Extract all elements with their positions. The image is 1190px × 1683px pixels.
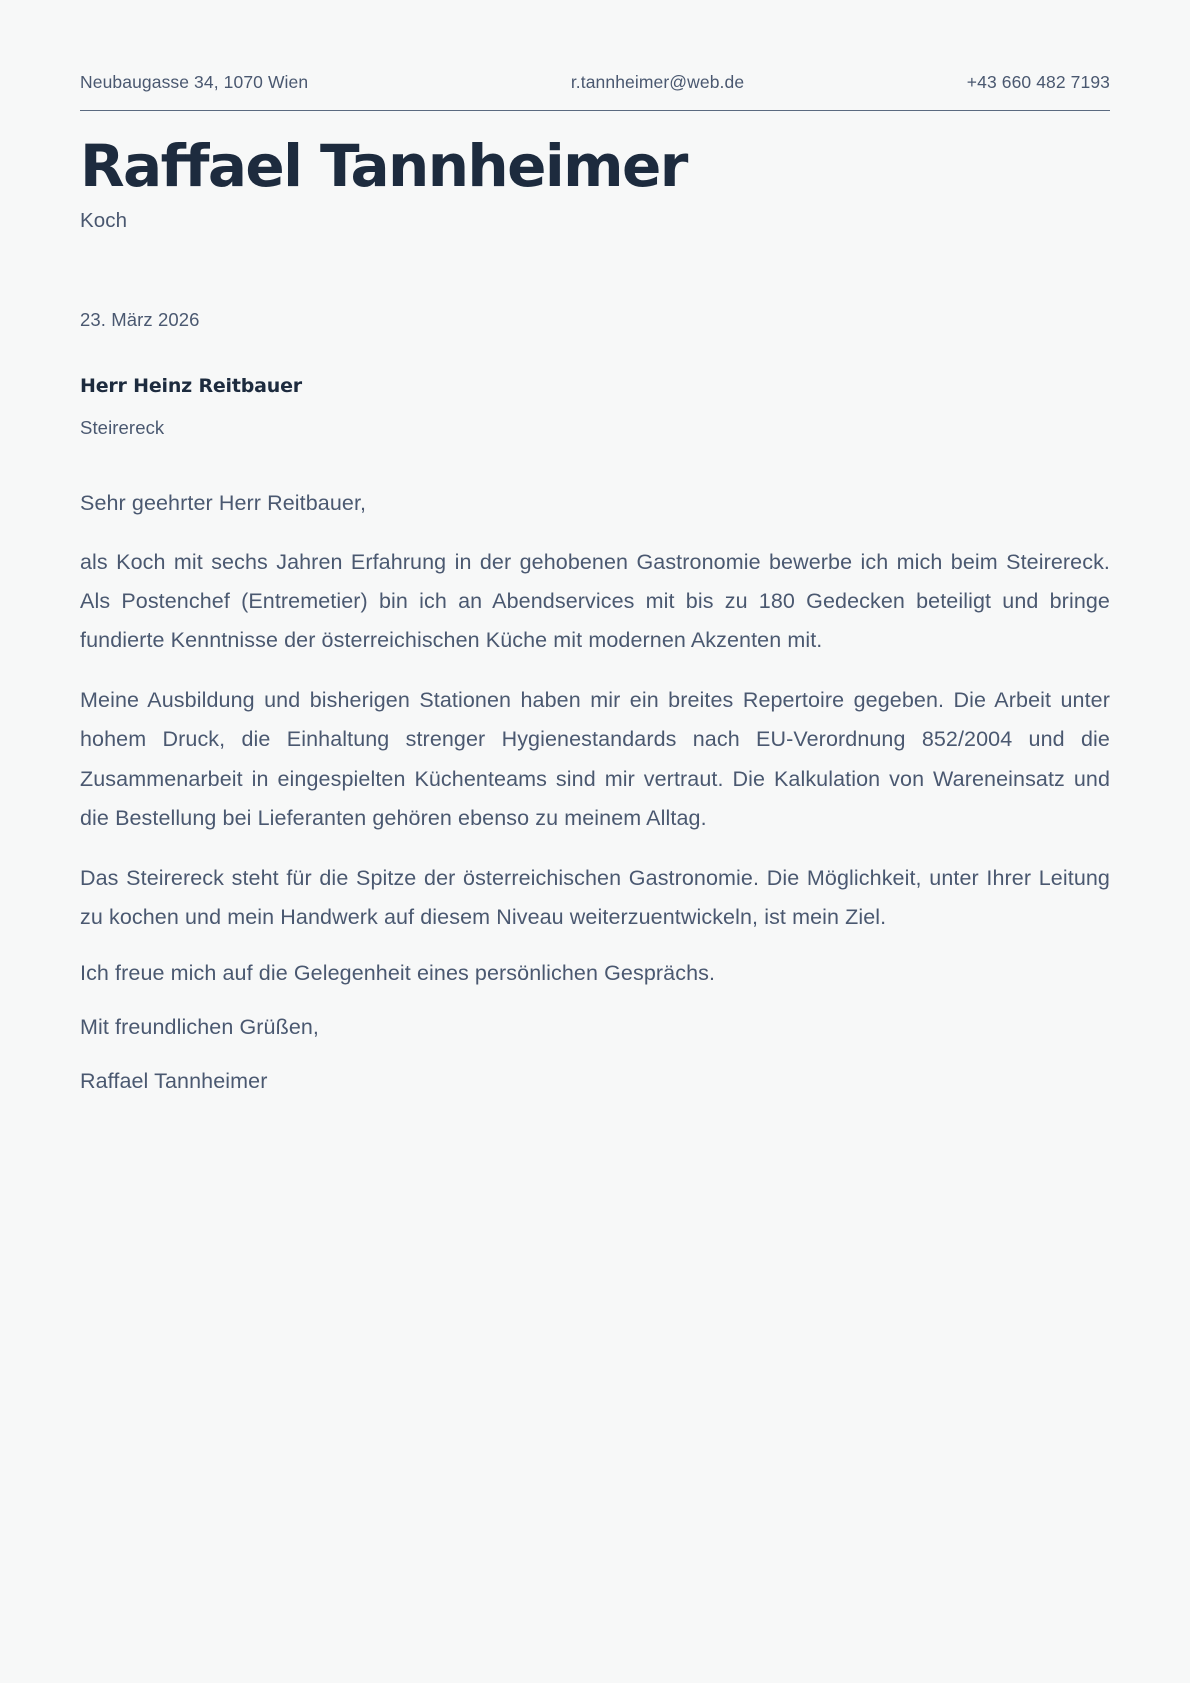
interview-request-line: Ich freue mich auf die Gelegenheit eines persönlichen Gesprächs. xyxy=(80,961,716,986)
signature-name: Raffael Tannheimer xyxy=(80,1069,268,1094)
contact-phone: +43 660 482 7193 xyxy=(966,72,1110,92)
applicant-job-title: Koch xyxy=(80,209,128,233)
contact-email: r.tannheimer@web.de xyxy=(570,72,745,92)
applicant-name: Raffael Tannheimer xyxy=(80,132,687,200)
recipient-company: Steirereck xyxy=(80,416,165,438)
identity-block xyxy=(80,132,1110,234)
contact-header xyxy=(80,0,1110,111)
contact-address: Neubaugasse 34, 1070 Wien xyxy=(80,72,309,92)
letter-meta-block xyxy=(80,308,1110,440)
salutation: Sehr geehrter Herr Reitbauer, xyxy=(80,490,367,515)
body-paragraph-2: Meine Ausbildung und bisherigen Stationen haben mir ein breites Repertoire gegeben. Die Arbeit unter hohem Druck, die Einhaltung strenger Hygienestandards nach EU-Verordnung 852/2004 und die Zusammenarbeit in eingespielten Küchenteams sind mir vertraut. Die Kalkulation von Wareneinsatz und die Bestellung bei Lieferanten gehören ebenso zu meinem Alltag. xyxy=(80,688,1110,830)
body-paragraph-1: als Koch mit sechs Jahren Erfahrung in der gehobenen Gastronomie bewerbe ich mich beim Steirereck. Als Postenchef (Entremetier) bin ich an Abendservices mit bis zu 180 Gedecken beteiligt und bringe fundierte Kenntnisse der österreichischen Küche mit modernen Akzenten mit. xyxy=(80,549,1110,653)
letter-body xyxy=(80,488,1110,1098)
letter-date: 23. März 2026 xyxy=(80,308,200,330)
closing-salutation: Mit freundlichen Grüßen, xyxy=(80,1015,320,1040)
body-paragraph-3: Das Steirereck steht für die Spitze der österreichischen Gastronomie. Die Möglichkeit, unter Ihrer Leitung zu kochen und mein Handwerk auf diesem Niveau weiterzuentwickeln, ist mein Ziel. xyxy=(80,865,1110,929)
recipient-block xyxy=(80,374,1110,440)
recipient-name: Herr Heinz Reitbauer xyxy=(80,374,302,397)
